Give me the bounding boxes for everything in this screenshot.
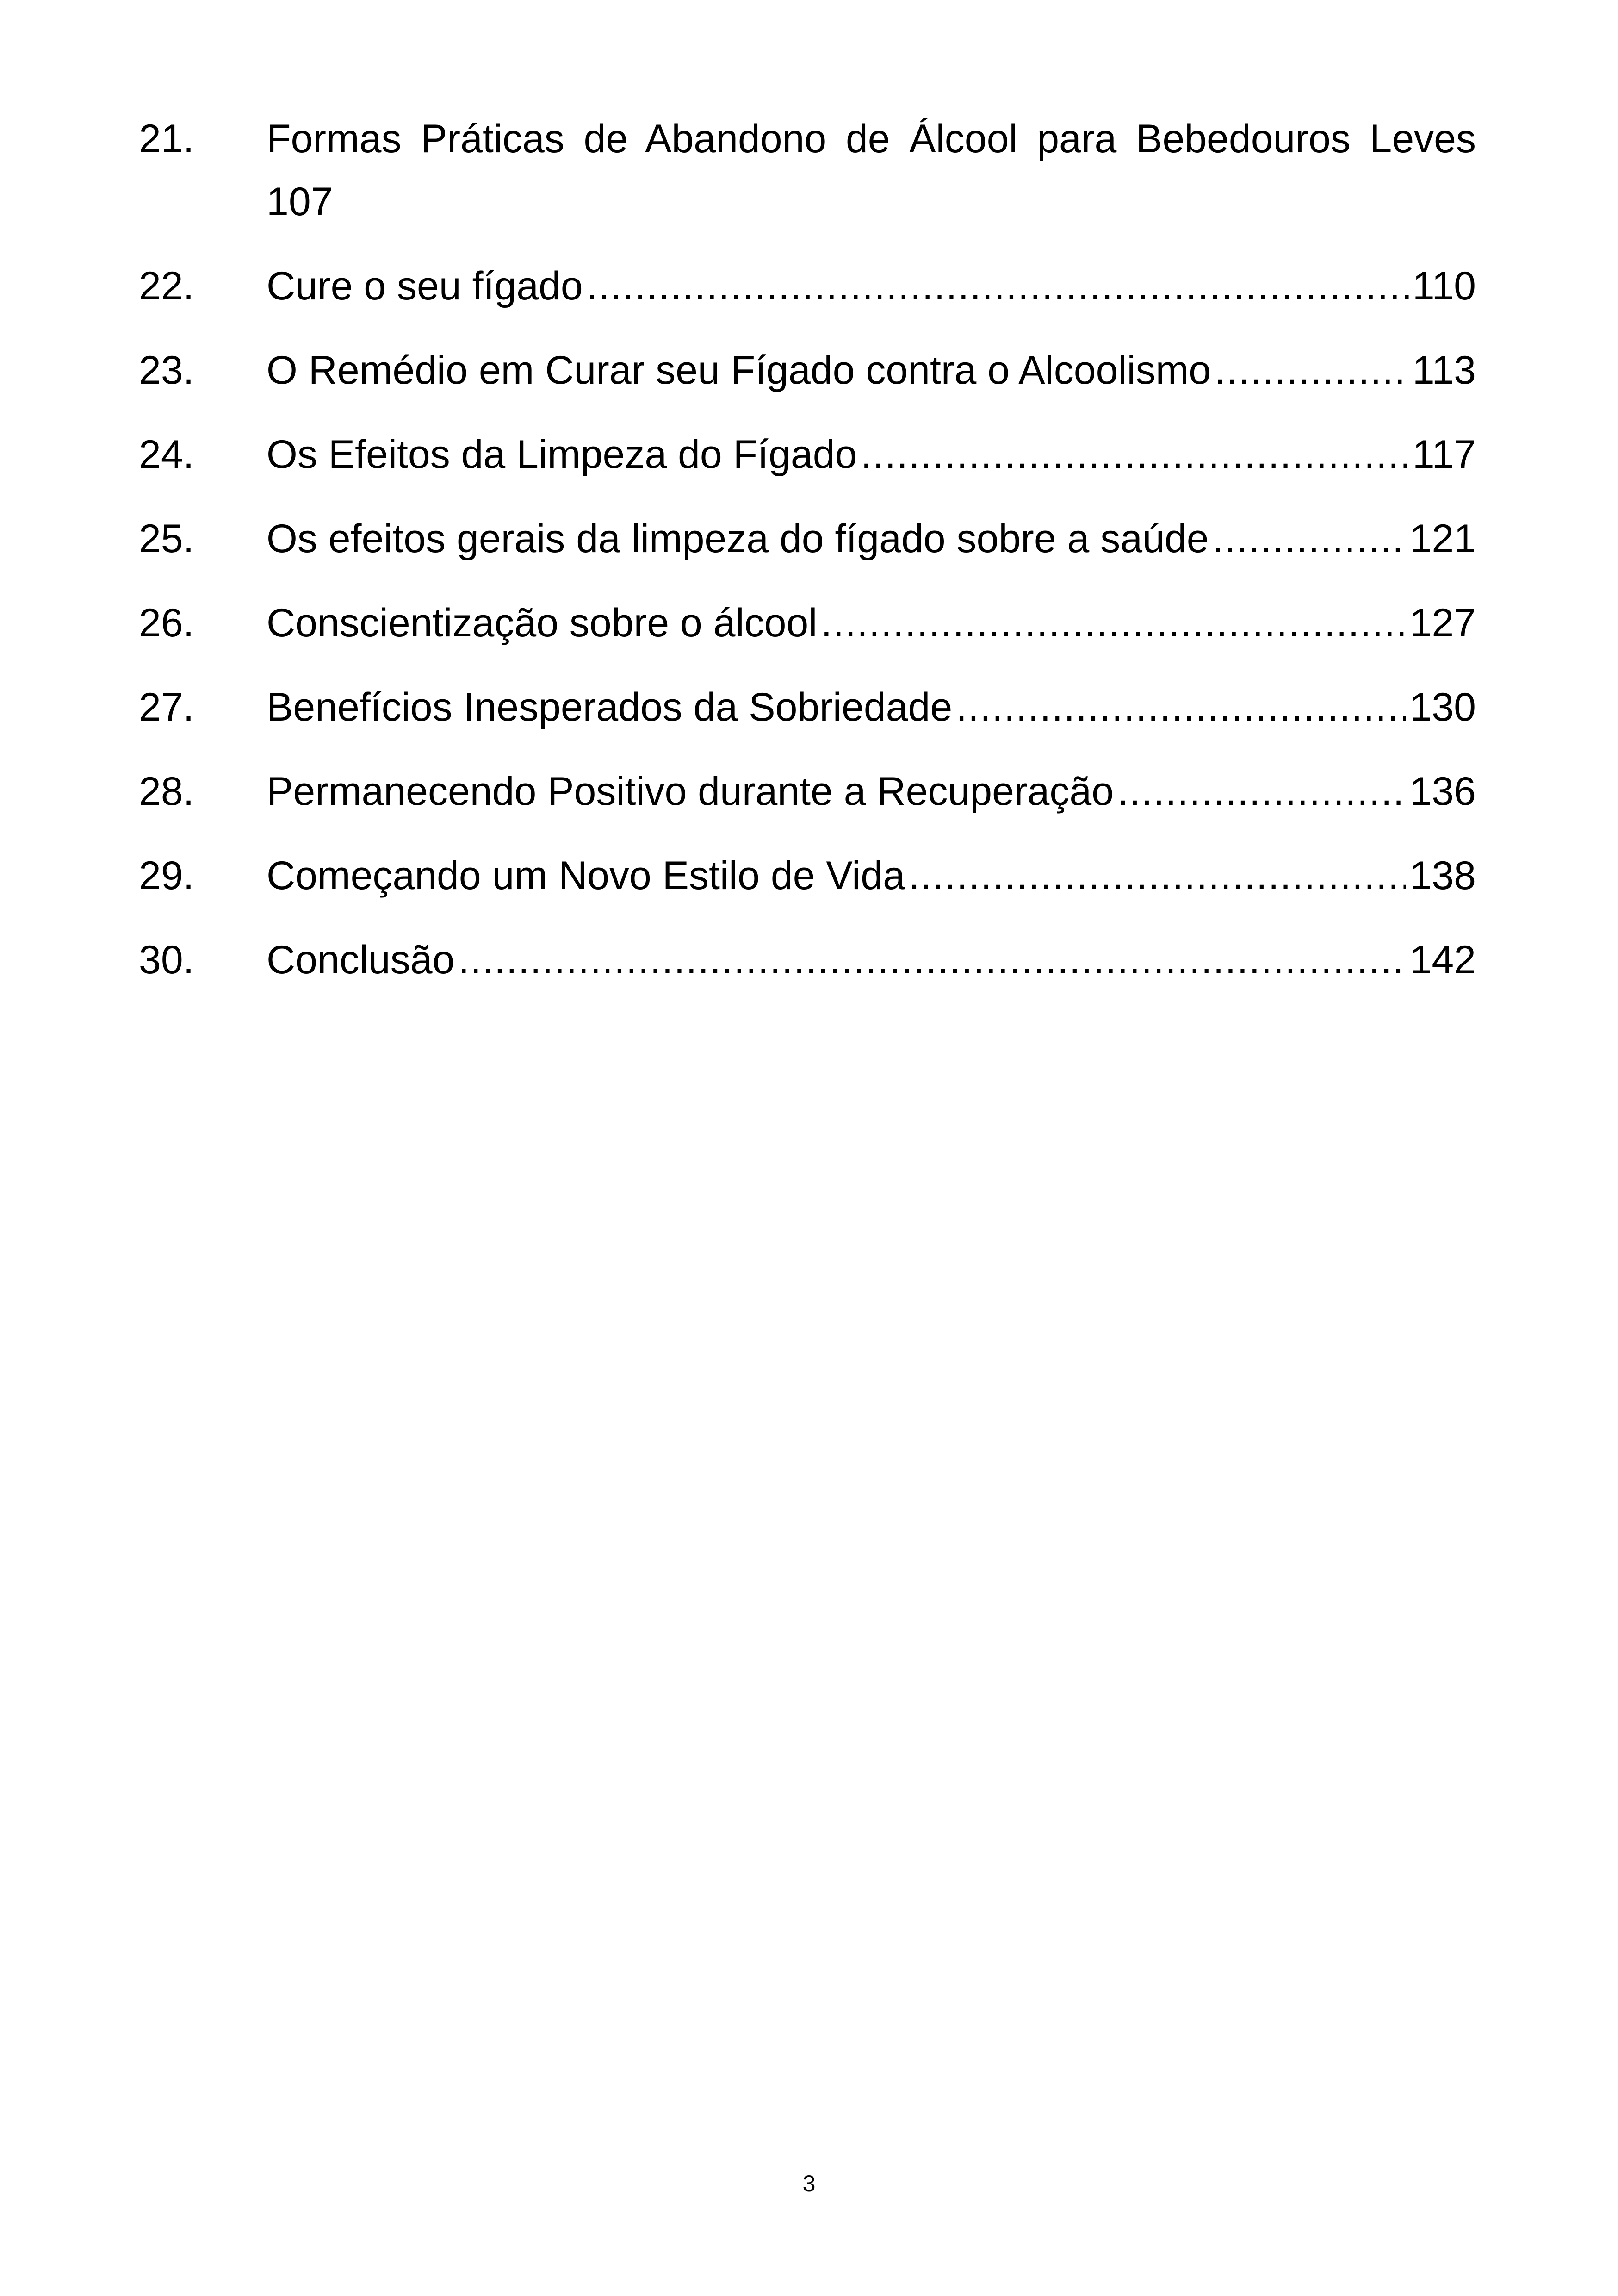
toc-entry-body [267, 107, 1476, 233]
toc-entry-number: 21. [139, 117, 194, 161]
dot-leader [821, 591, 1406, 654]
toc-entry [139, 107, 1476, 233]
dot-leader [587, 255, 1409, 317]
toc-entry-body [267, 591, 1476, 654]
toc-entry-body [267, 423, 1476, 486]
toc-entry-title: Formas Práticas de Abandono de Álcool para Bebedouros Leves [267, 117, 1476, 161]
toc-entry [139, 760, 1476, 823]
toc-entry-title: Cure o seu fígado [267, 264, 583, 308]
toc-entry-number: 27. [139, 685, 194, 729]
toc-entry [139, 255, 1476, 317]
page-number: 3 [802, 2171, 816, 2196]
toc-entry-title: Permanecendo Positivo durante a Recuperação [267, 769, 1114, 814]
toc-entry-body [267, 255, 1476, 317]
toc-entry-title: Começando um Novo Estilo de Vida [267, 853, 905, 898]
toc-entry [139, 423, 1476, 486]
dot-leader [909, 844, 1406, 907]
toc-entry-number: 24. [139, 432, 194, 477]
toc-entry [139, 928, 1476, 991]
dot-leader [861, 423, 1408, 486]
dot-leader [956, 676, 1406, 739]
toc-entry-number: 28. [139, 769, 194, 814]
toc-entry-page: 117 [1412, 432, 1476, 477]
toc-entry-page: 142 [1409, 938, 1476, 982]
toc-entry-page: 110 [1412, 264, 1476, 308]
toc-entry [139, 591, 1476, 654]
toc-entry-number: 30. [139, 938, 194, 982]
toc-entry-title: O Remédio em Curar seu Fígado contra o Alcoolismo [267, 348, 1211, 392]
toc-entry-title: Conclusão [267, 938, 455, 982]
toc-entry [139, 507, 1476, 570]
toc-entry-page: 136 [1409, 769, 1476, 814]
toc-entry-title: Os efeitos gerais da limpeza do fígado sobre a saúde [267, 516, 1209, 561]
toc-entry [139, 844, 1476, 907]
toc-entry-number: 25. [139, 516, 194, 561]
toc-entry-body [267, 844, 1476, 907]
toc-entry-body [267, 676, 1476, 739]
toc-entry [139, 339, 1476, 402]
toc-entry-title: Os Efeitos da Limpeza do Fígado [267, 432, 857, 477]
toc-entry-title: Conscientização sobre o álcool [267, 601, 818, 645]
toc-entry-page: 107 [267, 180, 333, 224]
toc-entry [139, 676, 1476, 739]
toc-entry-body [267, 507, 1476, 570]
toc-entry-number: 29. [139, 853, 194, 898]
toc-entry-page: 121 [1409, 516, 1476, 561]
toc-entry-page: 113 [1412, 348, 1476, 392]
table-of-contents [139, 107, 1476, 1013]
dot-leader [1215, 339, 1409, 402]
dot-leader [1117, 760, 1406, 823]
toc-entry-number: 26. [139, 601, 194, 645]
toc-entry-page: 127 [1409, 601, 1476, 645]
toc-entry-title: Benefícios Inesperados da Sobriedade [267, 685, 953, 729]
toc-entry-number: 23. [139, 348, 194, 392]
toc-entry-body [267, 928, 1476, 991]
toc-entry-page: 138 [1409, 853, 1476, 898]
toc-entry-body [267, 339, 1476, 402]
toc-entry-number: 22. [139, 264, 194, 308]
dot-leader [458, 928, 1406, 991]
dot-leader [1213, 507, 1406, 570]
toc-entry-body [267, 760, 1476, 823]
toc-entry-page: 130 [1409, 685, 1476, 729]
